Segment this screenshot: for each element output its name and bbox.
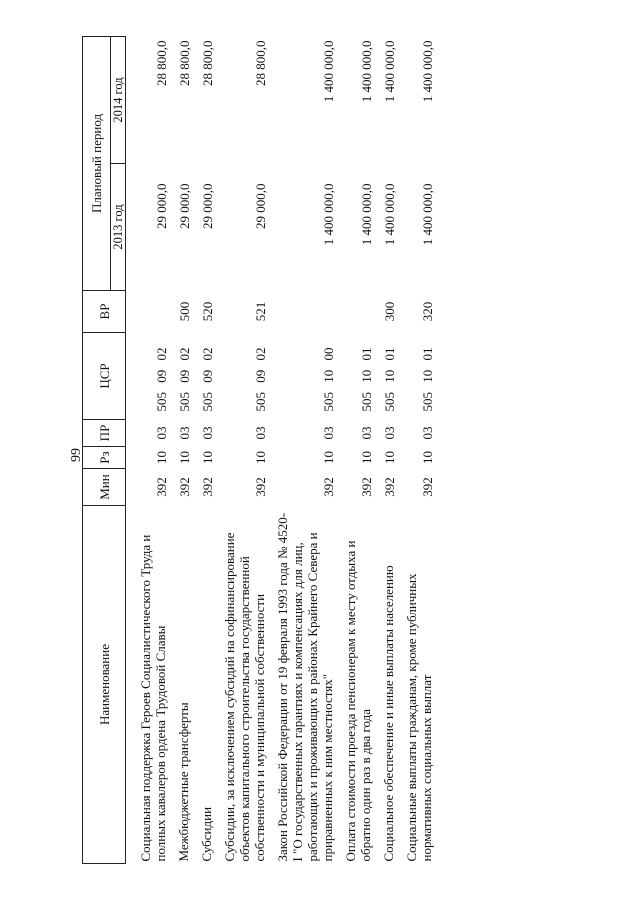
table-header: [83, 36, 126, 863]
table-row: [126, 36, 170, 863]
row-min: 392: [253, 477, 268, 497]
row-name: Межбюджетные трансферты: [176, 702, 191, 862]
row-min: 392: [321, 477, 336, 497]
row-csr: 505 09 02: [154, 347, 169, 412]
row-2014: 28 800,0: [253, 40, 268, 86]
row-vr: 500: [177, 301, 192, 322]
row-vr: 520: [200, 301, 215, 322]
row-pr: 03: [177, 426, 192, 440]
row-name: Закон Российской Федерации от 19 февраля 1993 года № 4520-I "О государственных гарантиях и компенсациях для лиц, работающих и проживающих в районах Крайнего Севера и приравненных к ним местностях": [275, 512, 335, 862]
row-csr: 505 10 00: [321, 347, 336, 412]
table-row: [336, 36, 374, 863]
table-body: [126, 36, 436, 863]
row-rz: 10: [382, 451, 397, 464]
budget-table: [82, 36, 435, 864]
row-vr: 320: [420, 301, 435, 322]
row-min: 392: [382, 477, 397, 497]
row-csr: 505 10 01: [359, 347, 374, 412]
row-2014: 28 800,0: [200, 40, 215, 86]
row-csr: 505 10 01: [382, 347, 397, 412]
row-name: Оплата стоимости проезда пенсионерам к месту отдыха и обратно один раз в два года: [343, 540, 373, 862]
row-2014: 1 400 000,0: [382, 40, 397, 103]
table-row: [192, 36, 215, 863]
row-vr: [268, 291, 336, 333]
table-row: [374, 36, 397, 863]
table-row: [169, 36, 192, 863]
row-pr: 03: [154, 426, 169, 440]
row-2013: 1 400 000,0: [321, 183, 336, 246]
row-rz: 10: [359, 451, 374, 464]
row-vr: [336, 291, 374, 333]
row-pr: 03: [321, 426, 336, 440]
row-2014: 28 800,0: [154, 40, 169, 86]
row-min: 392: [154, 477, 169, 497]
row-name: Субсидии: [199, 806, 214, 862]
header-year-2013: 2013 год: [111, 164, 126, 291]
row-2014: 28 800,0: [177, 40, 192, 86]
row-vr: [126, 291, 170, 333]
table-row: [215, 36, 268, 863]
row-pr: 03: [253, 426, 268, 440]
row-2013: 1 400 000,0: [359, 183, 374, 246]
header-year-2014: 2014 год: [111, 36, 126, 163]
row-pr: 03: [200, 426, 215, 440]
row-min: 392: [420, 477, 435, 497]
row-rz: 10: [154, 451, 169, 464]
row-name: Субсидии, за исключением субсидий на софинансирование объектов капитального строительства государственной собственности и муниципальной собственности: [222, 532, 267, 862]
row-rz: 10: [321, 451, 336, 464]
header-rz: Рз: [83, 447, 126, 469]
row-rz: 10: [177, 451, 192, 464]
row-2013: 29 000,0: [200, 183, 215, 229]
row-pr: 03: [420, 426, 435, 440]
row-2014: 1 400 000,0: [359, 40, 374, 103]
row-2013: 29 000,0: [154, 183, 169, 229]
rotated-page-content: [82, 37, 532, 864]
row-csr: 505 09 02: [253, 347, 268, 412]
row-csr: 505 10 01: [420, 347, 435, 412]
row-vr: 300: [382, 301, 397, 322]
page-number: 99: [69, 448, 84, 462]
header-csr: ЦСР: [83, 333, 126, 420]
header-pr: ПР: [83, 420, 126, 447]
row-name: Социальные выплаты гражданам, кроме публичных нормативных социальных выплат: [404, 573, 434, 862]
row-min: 392: [359, 477, 374, 497]
header-name: Наименование: [83, 506, 126, 864]
row-2013: 1 400 000,0: [420, 183, 435, 246]
row-2013: 29 000,0: [177, 183, 192, 229]
row-pr: 03: [359, 426, 374, 440]
row-rz: 10: [420, 451, 435, 464]
header-vr: ВР: [83, 291, 126, 333]
row-name: Социальная поддержка Героев Социалистического Труда и полных кавалеров ордена Трудовой Славы: [138, 534, 168, 862]
row-min: 392: [177, 477, 192, 497]
header-min: Мин: [83, 469, 126, 506]
row-2014: 1 400 000,0: [321, 40, 336, 103]
row-2014: 1 400 000,0: [420, 40, 435, 103]
row-pr: 03: [382, 426, 397, 440]
row-2013: 1 400 000,0: [382, 183, 397, 246]
row-csr: 505 09 02: [177, 347, 192, 412]
row-rz: 10: [200, 451, 215, 464]
row-min: 392: [200, 477, 215, 497]
row-vr: 521: [253, 301, 268, 322]
row-2013: 29 000,0: [253, 183, 268, 229]
row-rz: 10: [253, 451, 268, 464]
header-planned-period: Плановый период: [83, 36, 111, 290]
row-csr: 505 09 02: [200, 347, 215, 412]
row-name: Социальное обеспечение и иные выплаты населению: [381, 565, 396, 862]
table-row: [268, 36, 336, 863]
table-row: [397, 36, 435, 863]
